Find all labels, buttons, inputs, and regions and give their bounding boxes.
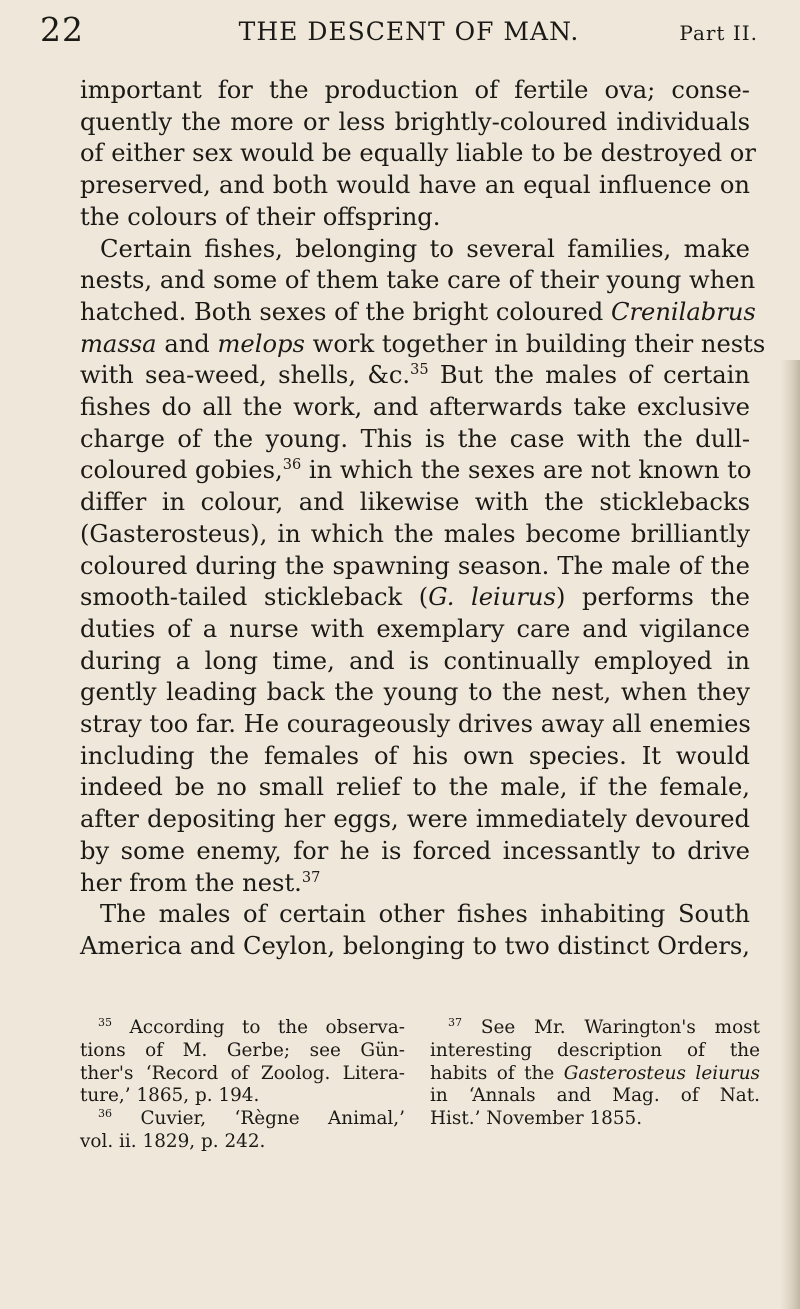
page-number: 22 xyxy=(40,10,84,49)
text-line: quently the more or less brightly-coloured individuals xyxy=(80,107,750,136)
text-line: including the females of his own species. It would xyxy=(80,741,750,770)
footnotes-right-column xyxy=(430,1017,760,1131)
footnote-ref: 37 xyxy=(301,869,321,886)
text-line: gently leading back the young to the nest, when they xyxy=(80,678,750,707)
text-line: her from the nest.$^{37}$ xyxy=(80,868,321,897)
text-line: The males of certain other fishes inhabiting South xyxy=(100,900,750,929)
text-line: stray too far. He courageously drives away all enemies xyxy=(80,710,751,739)
text-line: the colours of their offspring. xyxy=(80,202,441,231)
text-line: nests, and some of them take care of their young when xyxy=(80,266,756,295)
footnote-marker: 35 xyxy=(98,1015,113,1029)
footnote-line: Hist.’ November 1855. xyxy=(430,1108,643,1130)
text-line: coloured during the spawning season. The male of the xyxy=(80,551,750,580)
text-line: after depositing her eggs, were immediately devoured xyxy=(80,805,750,834)
footnotes-left-column xyxy=(80,1017,405,1154)
species-name: Crenilabrus xyxy=(610,297,756,326)
footnote-line: in ‘Annals and Mag. of Nat. xyxy=(430,1085,760,1107)
text-line: America and Ceylon, belonging to two distinct Orders, xyxy=(80,931,750,960)
part-label: Part II. xyxy=(679,21,758,45)
footnote-ref: 36 xyxy=(282,457,302,474)
text-line: duties of a nurse with exemplary care and vigilance xyxy=(80,614,750,643)
text-line: differ in colour, and likewise with the sticklebacks xyxy=(80,488,750,517)
running-head: THE DESCENT OF MAN. xyxy=(238,17,580,46)
footnote-marker: 37 xyxy=(448,1015,463,1029)
text-line: (Gasterosteus), in which the males become brilliantly xyxy=(80,519,750,548)
text-line: coloured gobies,$^{36}$ in which the sexes are not known to xyxy=(80,456,752,485)
text-line: charge of the young. This is the case with the dull- xyxy=(80,424,750,453)
text-line: hatched. Both sexes of the bright coloured Crenilabrus xyxy=(80,297,756,326)
text-line: by some enemy, for he is forced incessantly to drive xyxy=(80,836,750,865)
species-name: melops xyxy=(217,329,305,358)
species-name: G. leiurus xyxy=(428,583,556,612)
footnote-line: $^{37}$ See Mr. Warington's most xyxy=(448,1015,760,1038)
page-edge-shadow xyxy=(780,360,800,1309)
text-line: with sea-weed, shells, &c.$^{35}$ But the males of certain xyxy=(80,361,750,390)
page-header xyxy=(38,10,780,60)
footnote-line: ture,’ 1865, p. 194. xyxy=(80,1085,260,1107)
text-line: preserved, and both would have an equal influence on xyxy=(80,171,750,200)
footnote-line: habits of the Gasterosteus leiurus xyxy=(430,1062,760,1084)
footnote-line: $^{35}$ According to the observa- xyxy=(98,1015,405,1038)
text-line: fishes do all the work, and afterwards take exclusive xyxy=(80,393,750,422)
text-line: massa and melops work together in building their nests xyxy=(80,329,766,358)
text-line: of either sex would be equally liable to be destroyed or xyxy=(80,139,756,168)
footnote-line: tions of M. Gerbe; see Gün- xyxy=(80,1039,405,1061)
footnote-ref: 35 xyxy=(410,362,429,379)
footnote-marker: 36 xyxy=(98,1107,113,1121)
footnote-line: ther's ‘Record of Zoolog. Litera- xyxy=(80,1062,405,1084)
body-text xyxy=(80,75,766,963)
footnote-line: interesting description of the xyxy=(430,1039,760,1061)
text-line: indeed be no small relief to the male, if the female, xyxy=(80,773,750,802)
text-line: smooth-tailed stickleback (G. leiurus) performs the xyxy=(80,583,750,612)
species-name: massa xyxy=(80,329,157,358)
text-line: during a long time, and is continually employed in xyxy=(80,646,750,675)
text-line: Certain fishes, belonging to several families, make xyxy=(100,234,750,263)
footnote-line: $^{36}$ Cuvier, ‘Règne Animal,’ xyxy=(98,1107,405,1130)
text-line: important for the production of fertile ova; conse- xyxy=(80,76,750,104)
footnote-line: vol. ii. 1829, p. 242. xyxy=(80,1130,266,1152)
species-name: Gasterosteus leiurus xyxy=(563,1062,760,1084)
